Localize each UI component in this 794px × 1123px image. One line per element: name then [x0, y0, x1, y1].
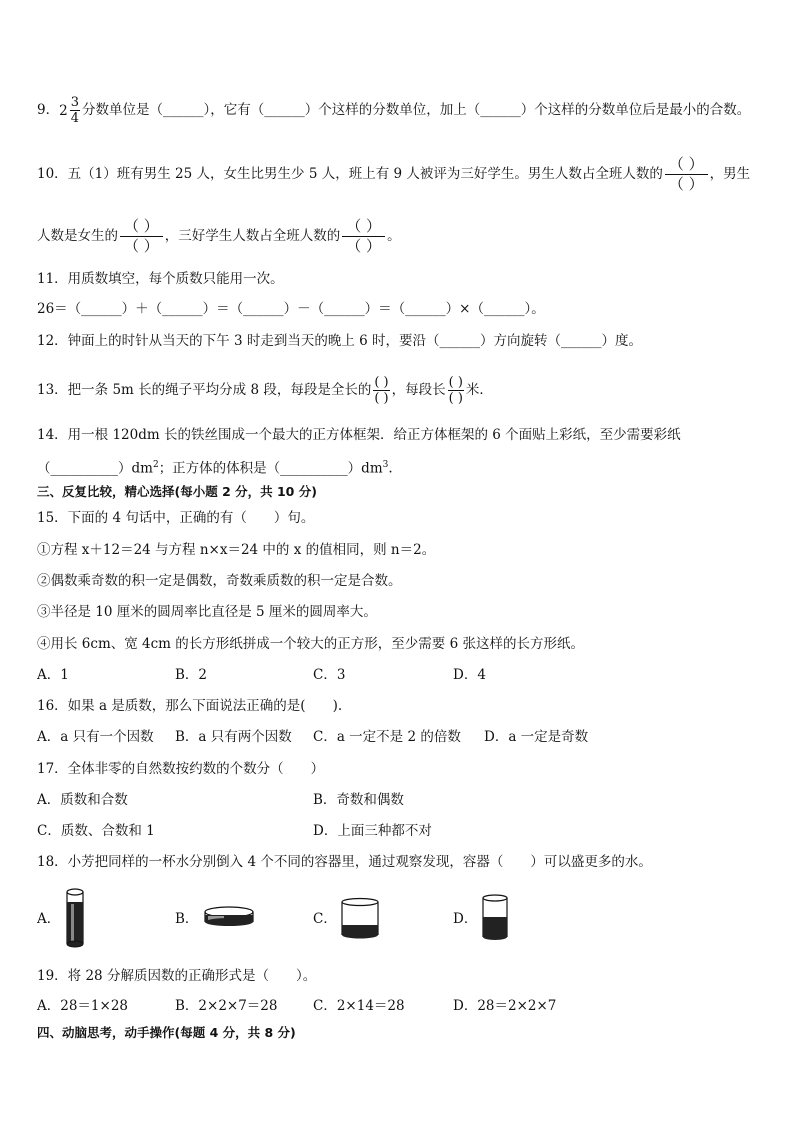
question-11-line2: 26＝（______）＋（______）＝（______）－（______）＝（______）×（______）。	[37, 301, 545, 317]
fraction-numerator: 3	[70, 95, 79, 110]
option-c[interactable]: C．质数、合数和 1	[37, 823, 155, 839]
blank-numerator: ( )	[374, 375, 389, 390]
wide-flat-container-image	[202, 904, 256, 930]
question-17-stem: 17．全体非零的自然数按约数的个数分（ ）	[37, 761, 325, 777]
option-a[interactable]: A．	[37, 911, 61, 927]
question-11-line1: 11．用质数填空，每个质数只能用一次。	[37, 271, 284, 287]
option-a[interactable]: A．1	[37, 667, 69, 683]
question-10-line2	[37, 219, 401, 254]
tall-narrow-container-image	[64, 888, 86, 948]
superscript-3: 3	[382, 460, 389, 470]
question-16-stem: 16．如果 a 是质数，那么下面说法正确的是( ).	[37, 698, 343, 714]
blank-numerator: （ ）	[342, 219, 385, 237]
q9-number: 9．	[37, 102, 60, 118]
question-14-line1: 14．用一根 120dm 长的铁丝围成一个最大的正方体框架．给正方体框架的 6 个面贴上彩纸，至少需要彩纸	[37, 427, 681, 443]
statement-3: ③半径是 10 厘米的圆周率比直径是 5 厘米的圆周率大。	[37, 604, 377, 620]
blank-denominator: （ ）	[668, 175, 704, 193]
question-15-stem: 15．下面的 4 句话中，正确的有（ ）句。	[37, 510, 315, 526]
blank-fraction[interactable]	[665, 157, 708, 192]
q9-text: 分数单位是（______），它有（______）个这样的分数单位，加上（______）个这样的分数单位后是最小的合数。	[81, 102, 751, 118]
question-12: 12．钟面上的时针从当天的下午 3 时走到当天的晚上 6 时，要沿（______）方向旋转（______）度。	[37, 333, 643, 349]
mixed-number	[59, 96, 82, 125]
blank-denominator: （ ）	[346, 237, 382, 255]
blank-denominator: ( )	[448, 391, 463, 406]
q13-text-c: 米．	[465, 382, 493, 398]
option-c[interactable]: C．2×14＝28	[313, 998, 405, 1014]
question-10-line1	[37, 157, 750, 192]
option-c[interactable]: C．3	[313, 667, 346, 683]
option-c[interactable]: C．a 一定不是 2 的倍数	[313, 729, 461, 745]
section-3-heading: 三、反复比较，精心选择(每小题 2 分，共 10 分)	[37, 484, 317, 499]
blank-numerator: ( )	[448, 375, 463, 390]
blank-fraction[interactable]	[120, 219, 163, 254]
statement-1: ①方程 x＋12＝24 与方程 n×x＝24 中的 x 的值相同，则 n＝2。	[37, 542, 436, 558]
blank-fraction[interactable]	[448, 376, 464, 405]
fraction-denominator: 4	[70, 111, 79, 126]
question-9	[37, 96, 750, 125]
blank-numerator: （ ）	[665, 157, 708, 175]
superscript-2: 2	[152, 460, 159, 470]
option-d[interactable]: D．4	[453, 667, 486, 683]
blank-denominator: ( )	[374, 391, 389, 406]
option-a[interactable]: A．质数和合数	[37, 792, 128, 808]
option-a[interactable]: A．a 只有一个因数	[37, 729, 154, 745]
q10-text-2a: 人数是女生的	[37, 228, 118, 244]
blank-fraction[interactable]	[373, 376, 389, 405]
question-18-stem: 18．小芳把同样的一杯水分别倒入 4 个不同的容器里，通过观察发现，容器（ ）可以盛更多的水。	[37, 854, 652, 870]
q10-text-1: 10．五（1）班有男生 25 人，女生比男生少 5 人，班上有 9 人被评为三好学生。男生人数占全班人数的	[37, 166, 663, 182]
blank-denominator: （ ）	[124, 237, 159, 255]
q14-end: .	[388, 460, 393, 477]
option-a[interactable]: A．28＝1×28	[37, 998, 129, 1014]
option-b[interactable]: B．a 只有两个因数	[175, 729, 292, 745]
question-19-stem: 19．将 28 分解质因数的正确形式是（ ）。	[37, 968, 317, 984]
blank-fraction[interactable]	[342, 219, 385, 254]
question-14-line2	[37, 455, 393, 479]
option-b[interactable]: B．	[175, 911, 199, 927]
section-4-heading: 四、动脑思考，动手操作(每题 4 分，共 8 分)	[37, 1025, 296, 1040]
option-d[interactable]: D．	[453, 911, 478, 927]
medium-wide-container-image	[339, 897, 381, 941]
option-d[interactable]: D．上面三种都不对	[313, 823, 432, 839]
q13-text-a: 13．把一条 5m 长的绳子平均分成 8 段，每段是全长的	[37, 382, 372, 398]
q14-blank-volume: ；正方体的体积是（__________）dm	[158, 460, 383, 477]
blank-numerator: （ ）	[120, 219, 163, 237]
q10-text-2b: ，三好学生人数占全班人数的	[164, 228, 341, 244]
question-13	[37, 376, 493, 405]
option-c[interactable]: C．	[313, 911, 337, 927]
mixed-whole: 2	[59, 102, 68, 119]
q10-text-2c: 。	[387, 228, 401, 244]
option-b[interactable]: B．2×2×7＝28	[175, 998, 278, 1014]
statement-4: ④用长 6cm、宽 4cm 的长方形纸拼成一个较大的正方形，至少需要 6 张这样的长方形纸。	[37, 636, 584, 652]
option-b[interactable]: B．奇数和偶数	[313, 792, 404, 808]
fraction-3-4	[70, 96, 80, 125]
option-d[interactable]: D．a 一定是奇数	[484, 729, 589, 745]
statement-2: ②偶数乘奇数的积一定是偶数，奇数乘质数的积一定是合数。	[37, 573, 402, 589]
narrow-cup-container-image	[480, 893, 510, 943]
option-b[interactable]: B．2	[175, 667, 208, 683]
q10-text-1-end: ，男生	[709, 166, 751, 182]
q13-text-b: ，每段长	[391, 382, 446, 398]
option-d[interactable]: D．28＝2×2×7	[453, 998, 557, 1014]
q14-blank-area: （__________）dm	[37, 460, 153, 477]
